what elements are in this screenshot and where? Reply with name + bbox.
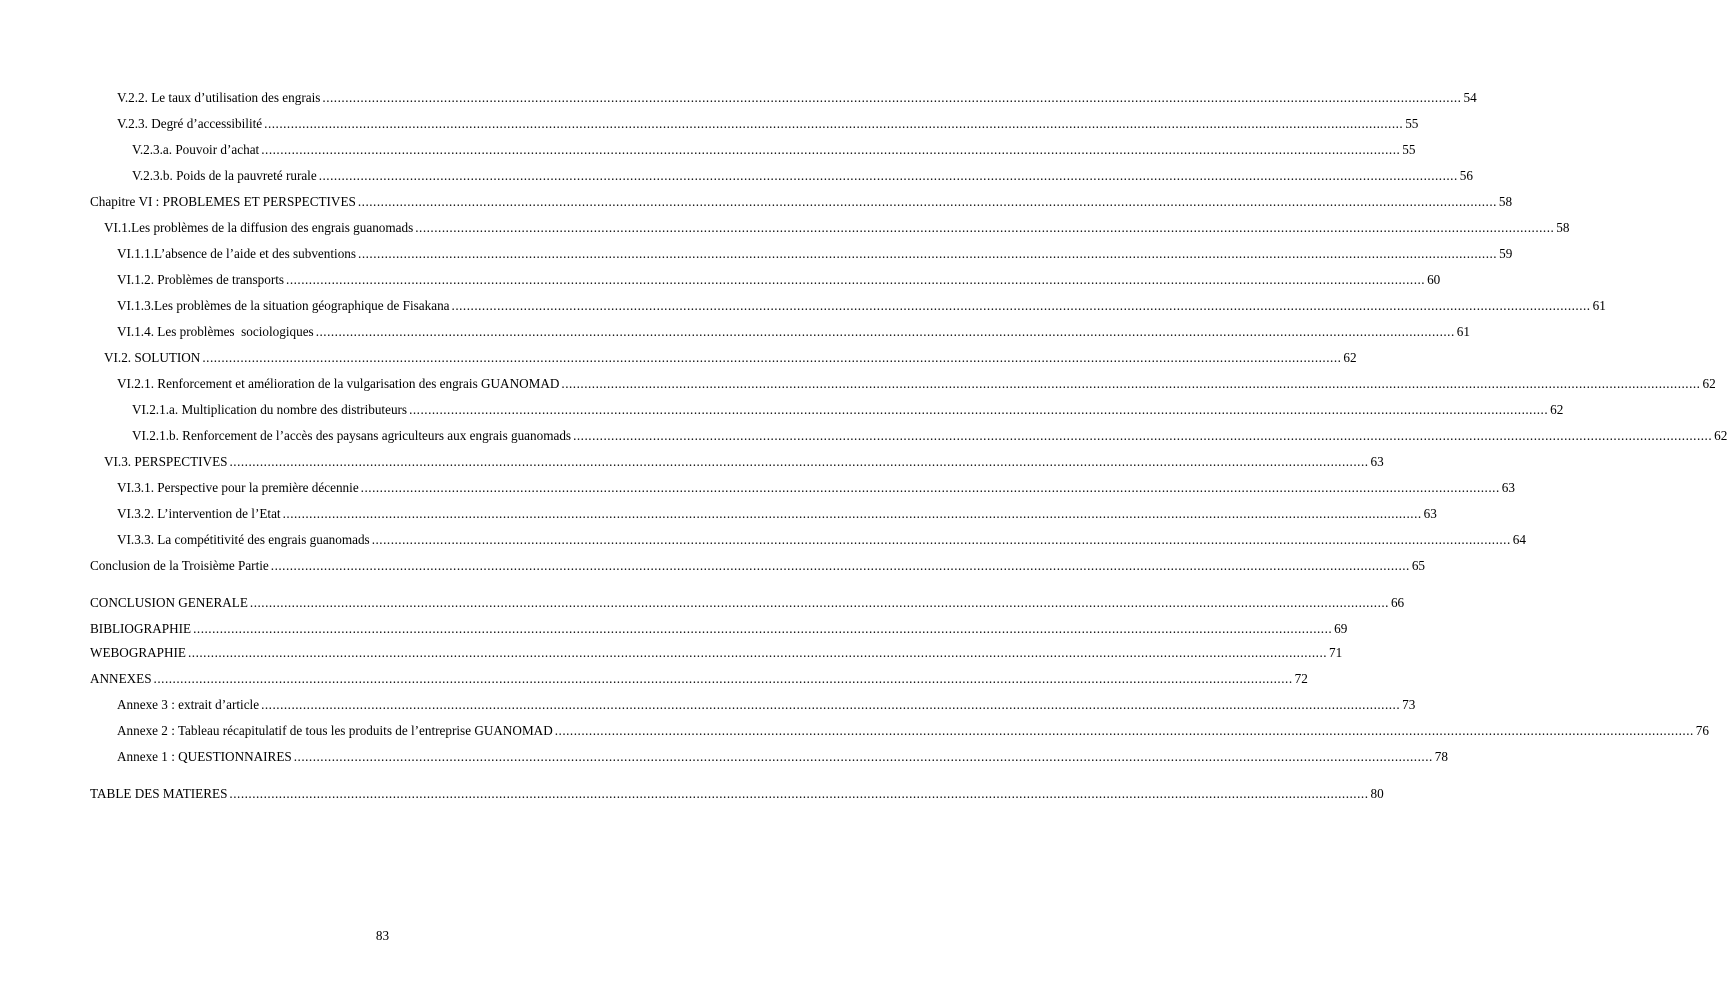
toc-entry-page: 59 [1499,246,1513,261]
toc-entry-title: VI.2.1.b. Renforcement de l’accès des paysans agriculteurs aux engrais guanomads [132,428,572,443]
toc-entry-title: BIBLIOGRAPHIE [90,621,192,636]
toc-entry-title: V.2.3.b. Poids de la pauvreté rurale [132,168,317,183]
dot-leader: ............................................................................................................................................................................................................................................................................................................ [360,480,1500,495]
toc-entry-page: 60 [1427,272,1441,287]
toc-entry-title: VI.1.Les problèmes de la diffusion des engrais guanomads [104,220,414,235]
toc-entry [90,558,1426,574]
toc-entry-page: 63 [1423,506,1437,521]
toc-entry-title: VI.2.1.a. Multiplication du nombre des distributeurs [132,402,408,417]
toc-entry-page: 69 [1334,621,1348,636]
toc-entry-page: 65 [1411,558,1426,573]
dot-leader: ............................................................................................................................................................................................................................................................................................................ [371,532,1511,547]
toc-entry-title: VI.3.3. La compétitivité des engrais guanomads [117,532,370,547]
toc-entry-page: 58 [1556,220,1570,235]
dot-leader: ............................................................................................................................................................................................................................................................................................................ [318,168,1458,183]
toc-entry [90,595,1405,611]
toc-entry-page: 61 [1456,324,1470,339]
toc-entry-page: 62 [1550,402,1564,417]
toc-entry [90,671,1308,687]
toc-entry-title: VI.2.1. Renforcement et amélioration de la vulgarisation des engrais GUANOMAD [117,376,560,391]
toc-entry-page: 76 [1695,723,1709,738]
toc-entry-title: VI.3. PERSPECTIVES [104,454,228,469]
toc-entry [117,272,1441,288]
toc-entry [117,376,1716,392]
dot-leader: ............................................................................................................................................................................................................................................................................................................ [451,298,1591,313]
dot-leader: ............................................................................................................................................................................................................................................................................................................ [187,645,1328,660]
dot-leader: ............................................................................................................................................................................................................................................................................................................ [315,324,1455,339]
toc-entry-page: 62 [1343,350,1357,365]
toc-entry-title: WEBOGRAPHIE [90,645,186,660]
toc-entry-title: VI.1.1.L’absence de l’aide et des subventions [117,246,357,261]
toc-entry-title: V.2.3. Degré d’accessibilité [117,116,263,131]
toc-entry [117,697,1416,713]
dot-leader: ............................................................................................................................................................................................................................................................................................................ [358,246,1498,261]
toc-entry-page: 55 [1402,142,1416,157]
toc-entry [132,402,1564,418]
toc-entry-title: Annexe 3 : extrait d’article [117,697,260,712]
toc-entry-title: Annexe 2 : Tableau récapitulatif de tous les produits de l’entreprise GUANOMAD [117,723,553,738]
dot-leader: ............................................................................................................................................................................................................................................................................................................ [261,697,1401,712]
toc-entry-page: 71 [1329,645,1343,660]
toc-entry [117,298,1606,314]
toc-entry-title: Conclusion de la Troisième Partie [90,558,269,573]
toc-entry-title: VI.3.2. L’intervention de l’Etat [117,506,281,521]
toc-entry-page: 62 [1702,376,1716,391]
toc-entry-page: 61 [1592,298,1606,313]
dot-leader: ............................................................................................................................................................................................................................................................................................................ [264,116,1404,131]
toc-entry [117,116,1419,132]
dot-leader: ............................................................................................................................................................................................................................................................................................................ [293,749,1433,764]
toc-entry [90,621,1348,637]
toc-entry-page: 73 [1402,697,1416,712]
toc-entry [117,480,1515,496]
dot-leader: ............................................................................................................................................................................................................................................................................................................ [261,142,1401,157]
dot-leader: ............................................................................................................................................................................................................................................................................................................ [229,786,1369,801]
toc-entry [117,532,1526,548]
toc-entry [117,90,1477,106]
toc-entry [104,454,1384,470]
toc-entry [132,168,1473,184]
dot-leader: ............................................................................................................................................................................................................................................................................................................ [554,723,1694,738]
toc-entry-page: 54 [1463,90,1477,105]
toc-entry-page: 63 [1370,454,1384,469]
toc-entry-page: 63 [1501,480,1515,495]
dot-leader: ............................................................................................................................................................................................................................................................................................................ [409,402,1549,417]
toc-entry [90,645,1343,661]
toc-entry-title: Chapitre VI : PROBLEMES ET PERSPECTIVES [90,194,356,209]
toc-entry-title: CONCLUSION GENERALE [90,595,248,610]
toc-entry [117,246,1513,262]
dot-leader: ............................................................................................................................................................................................................................................................................................................ [153,671,1293,686]
toc-entry-title: VI.2. SOLUTION [104,350,201,365]
toc-entry-page: 56 [1459,168,1473,183]
toc-entry [132,142,1416,158]
dot-leader: ............................................................................................................................................................................................................................................................................................................ [282,506,1422,521]
toc-entry-page: 78 [1434,749,1448,764]
dot-leader: ............................................................................................................................................................................................................................................................................................................ [415,220,1555,235]
dot-leader: ............................................................................................................................................................................................................................................................................................................ [357,194,1497,209]
toc-entry-title: VI.1.4. Les problèmes sociologiques [117,324,314,339]
toc-entry [90,194,1513,210]
dot-leader: ............................................................................................................................................................................................................................................................................................................ [561,376,1701,391]
toc-entry-title: TABLE DES MATIERES [90,786,228,801]
dot-leader: ............................................................................................................................................................................................................................................................................................................ [249,595,1389,610]
toc-entry-title: V.2.2. Le taux d’utilisation des engrais [117,90,321,105]
dot-leader: ............................................................................................................................................................................................................................................................................................................ [573,428,1713,443]
toc-entry-page: 64 [1512,532,1526,547]
dot-leader: ............................................................................................................................................................................................................................................................................................................ [193,621,1333,636]
dot-leader: ............................................................................................................................................................................................................................................................................................................ [229,454,1369,469]
toc-entry-title: V.2.3.a. Pouvoir d’achat [132,142,260,157]
toc-entry [104,220,1570,236]
toc-entry [117,506,1437,522]
toc-entry [104,350,1357,366]
toc-entry-title: VI.1.2. Problèmes de transports [117,272,285,287]
toc-entry-page: 66 [1390,595,1405,610]
dot-leader: ............................................................................................................................................................................................................................................................................................................ [270,558,1410,573]
toc-entry-title: VI.3.1. Perspective pour la première décennie [117,480,359,495]
toc-entry [117,723,1709,739]
toc-entry-page: 72 [1294,671,1308,686]
toc-entry-page: 80 [1370,786,1384,801]
toc-entry [90,786,1384,802]
dot-leader: ............................................................................................................................................................................................................................................................................................................ [202,350,1342,365]
dot-leader: ............................................................................................................................................................................................................................................................................................................ [322,90,1462,105]
toc-entry-page: 62 [1714,428,1727,443]
toc-entry [132,428,1727,444]
toc-entry [117,324,1470,340]
dot-leader: ............................................................................................................................................................................................................................................................................................................ [286,272,1426,287]
toc-entry-title: ANNEXES [90,671,152,686]
toc-entry-title: Annexe 1 : QUESTIONNAIRES [117,749,292,764]
toc-entry-page: 58 [1498,194,1513,209]
toc-entry-title: VI.1.3.Les problèmes de la situation géographique de Fisakana [117,298,450,313]
page-number: 83 [375,928,390,943]
toc-entry-page: 55 [1405,116,1419,131]
toc-entry [117,749,1448,765]
